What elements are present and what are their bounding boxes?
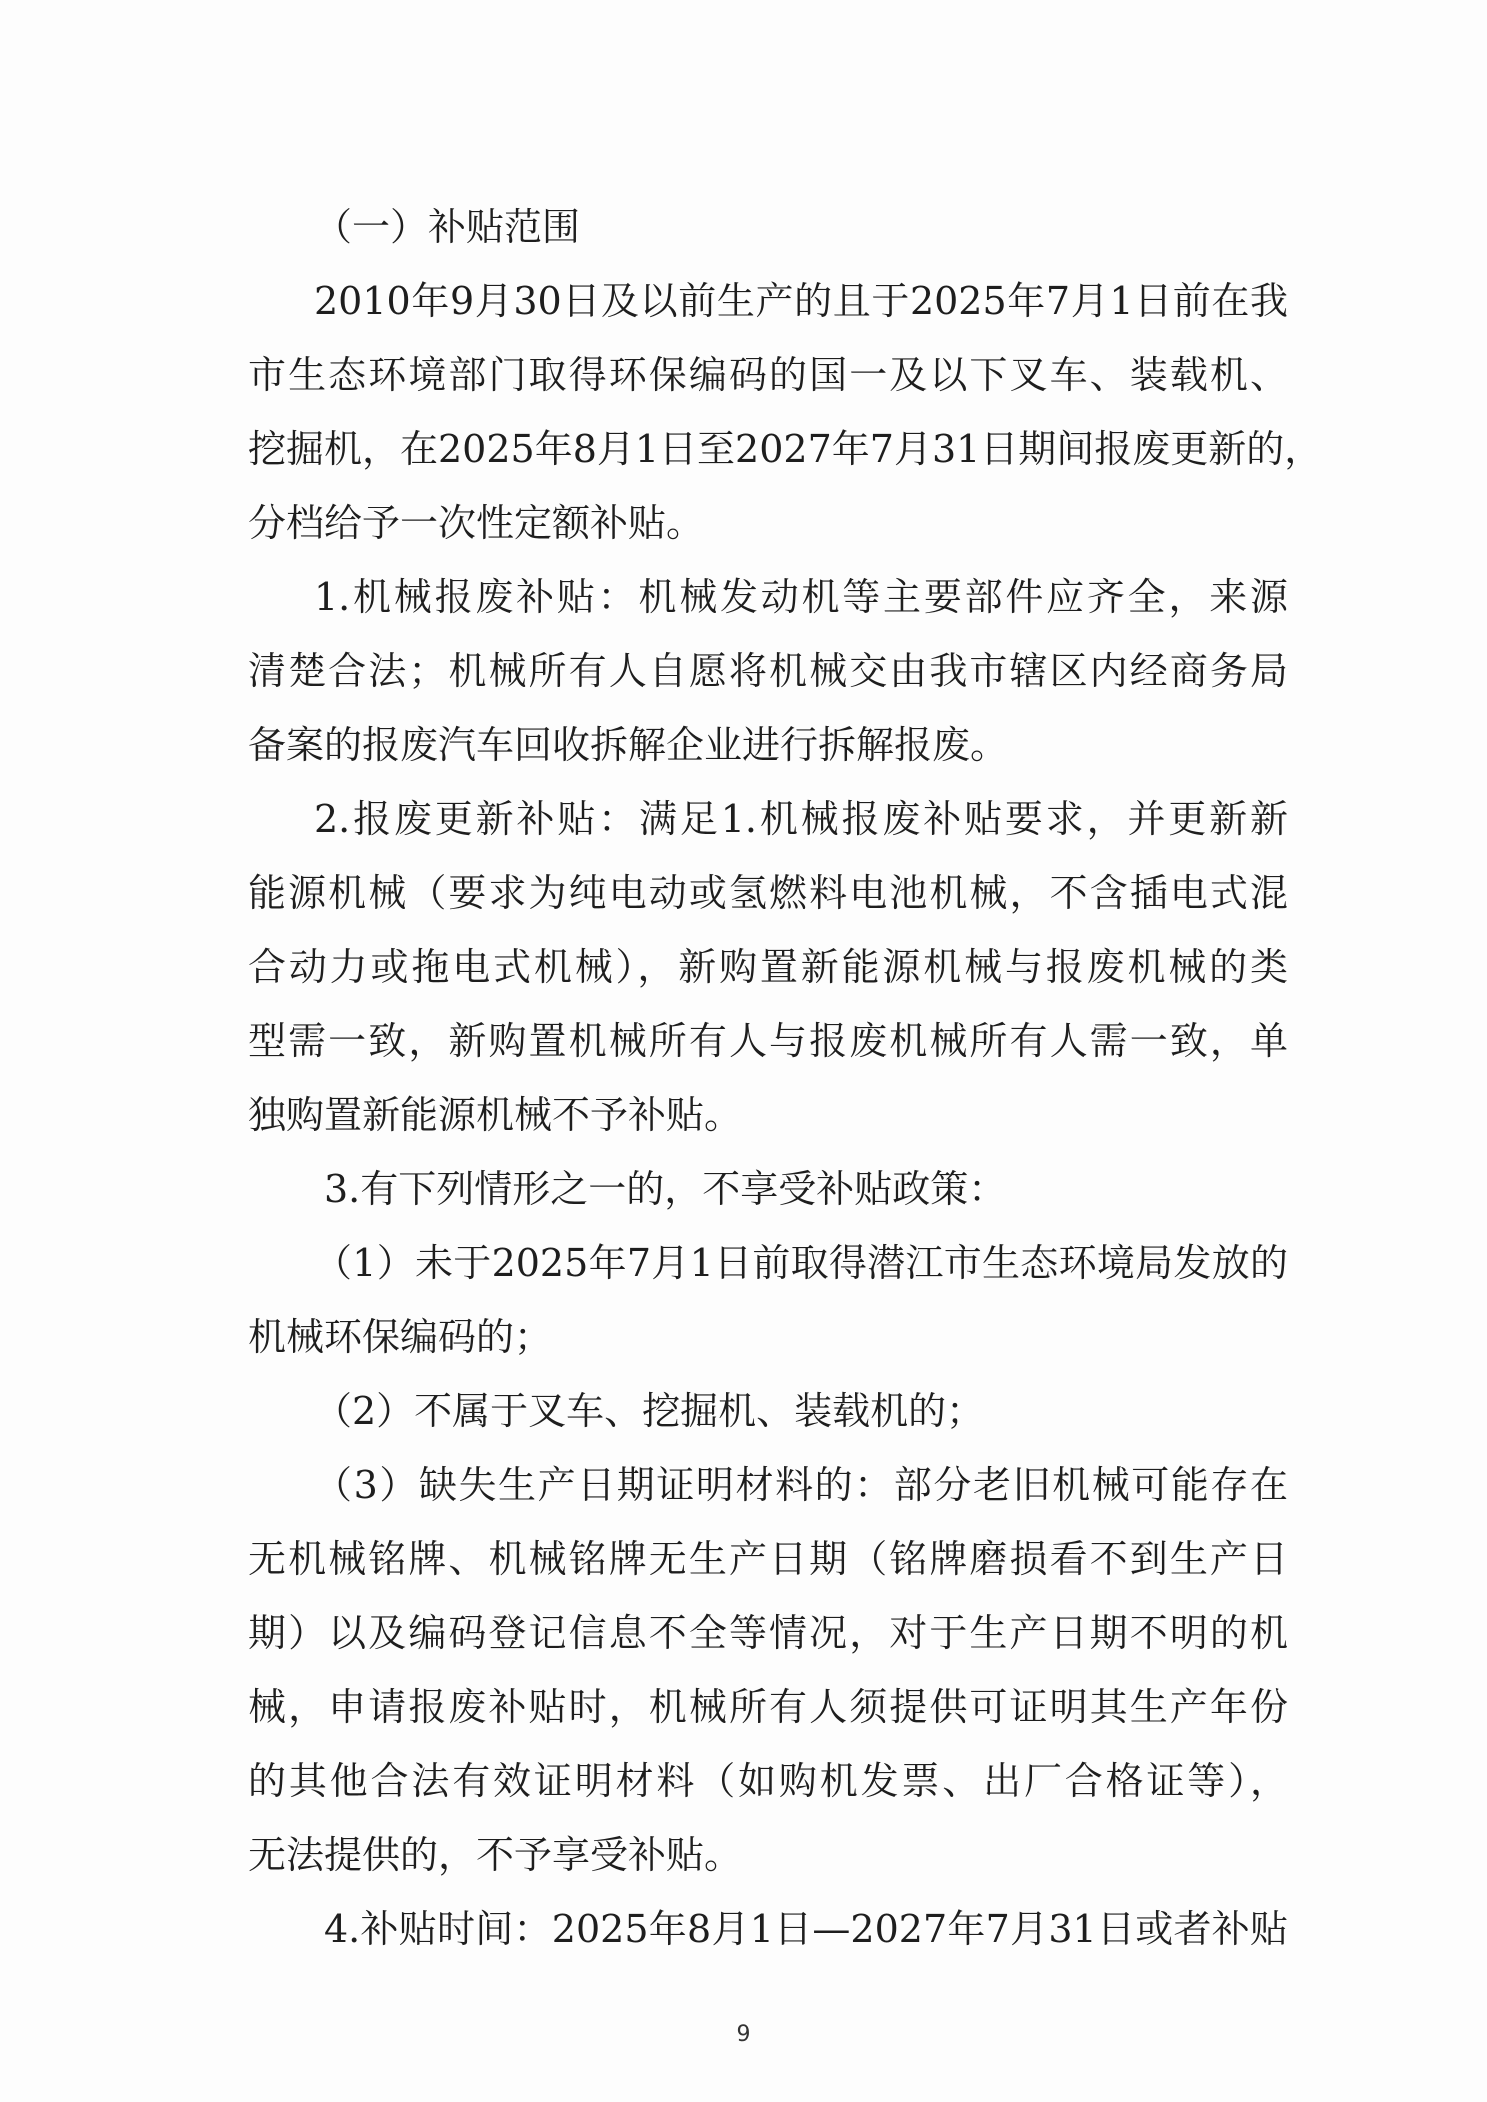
list-item-line: 独购置新能源机械不予补贴。 [248, 1093, 743, 1137]
sub-item-line: （3）缺失生产日期证明材料的：部分老旧机械可能存在 [314, 1463, 1288, 1507]
paragraph-line: 分档给予一次性定额补贴。 [248, 501, 705, 545]
sub-item-line: 的其他合法有效证明材料（如购机发票、出厂合格证等）， [248, 1759, 1288, 1803]
list-item-line: 能源机械（要求为纯电动或氢燃料电池机械，不含插电式混 [248, 871, 1288, 915]
list-item-line: 清楚合法；机械所有人自愿将机械交由我市辖区内经商务局 [248, 649, 1288, 693]
list-item-line: 型需一致，新购置机械所有人与报废机械所有人需一致，单 [248, 1019, 1288, 1063]
list-item-line: 4.补贴时间：2025年8月1日—2027年7月31日或者补贴 [324, 1907, 1288, 1951]
paragraph-line: 市生态环境部门取得环保编码的国一及以下叉车、装载机、 [248, 353, 1288, 397]
body-text [248, 190, 1323, 1966]
sub-item-line: （1）未于2025年7月1日前取得潜江市生态环境局发放的 [314, 1241, 1288, 1285]
list-item-line: 备案的报废汽车回收拆解企业进行拆解报废。 [248, 723, 1009, 767]
sub-item-line: （2）不属于叉车、挖掘机、装载机的； [314, 1389, 985, 1433]
sub-item-line: 无法提供的，不予享受补贴。 [248, 1833, 743, 1877]
list-item-line: 2.报废更新补贴：满足1.机械报废补贴要求，并更新新 [314, 797, 1288, 841]
sub-item-line: 机械环保编码的； [248, 1315, 553, 1359]
list-item-line: 1.机械报废补贴：机械发动机等主要部件应齐全，来源 [314, 575, 1288, 619]
sub-item-line: 期）以及编码登记信息不全等情况，对于生产日期不明的机 [248, 1611, 1288, 1655]
sub-item-line: 械，申请报废补贴时，机械所有人须提供可证明其生产年份 [248, 1685, 1288, 1729]
sub-item-line: 无机械铭牌、机械铭牌无生产日期（铭牌磨损看不到生产日 [248, 1537, 1288, 1581]
section-heading: （一）补贴范围 [314, 205, 581, 249]
paragraph-line: 挖掘机，在2025年8月1日至2027年7月31日期间报废更新的， [248, 427, 1323, 471]
page-number: 9 [736, 2022, 751, 2047]
list-item-line: 3.有下列情形之一的，不享受补贴政策： [324, 1167, 1007, 1211]
paragraph-line: 2010年9月30日及以前生产的且于2025年7月1日前在我 [314, 279, 1288, 323]
list-item-line: 合动力或拖电式机械），新购置新能源机械与报废机械的类 [248, 945, 1288, 989]
